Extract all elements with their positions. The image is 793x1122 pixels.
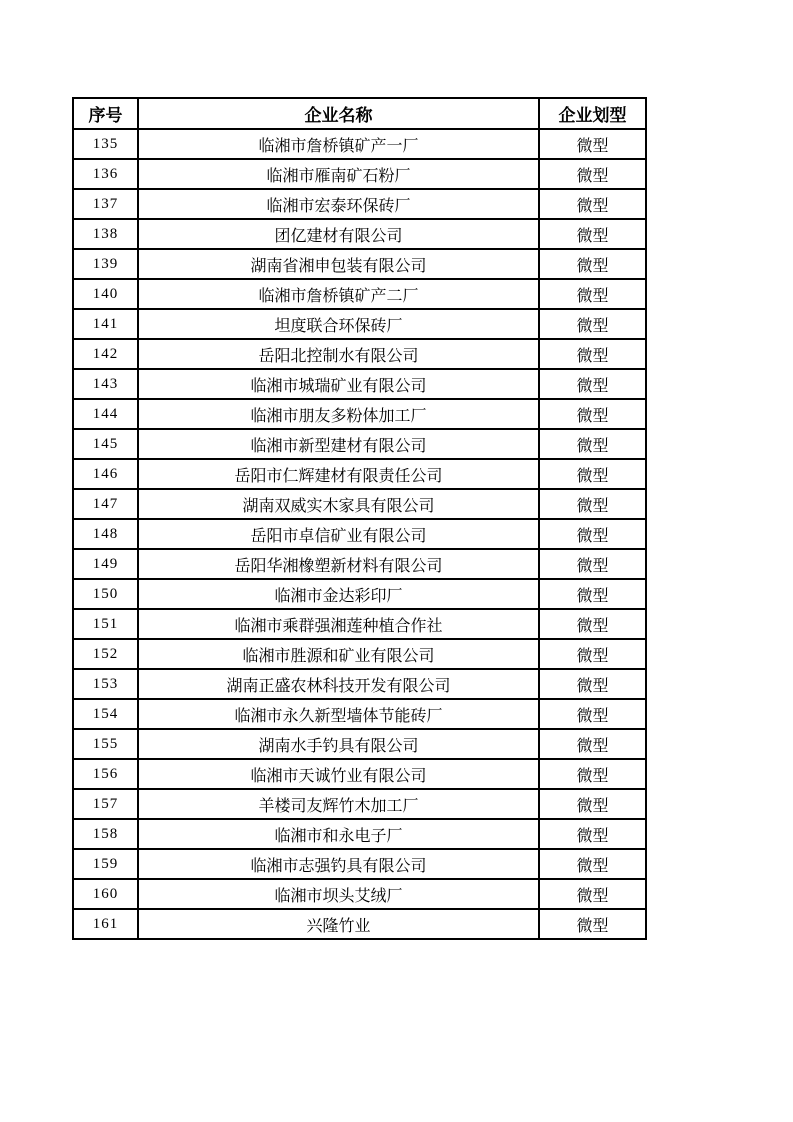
company-name-cell: 临湘市坝头艾绒厂 [138, 879, 539, 909]
table-row [73, 159, 646, 189]
company-type-cell: 微型 [539, 669, 646, 699]
serial-number-cell: 156 [73, 759, 138, 789]
table-row [73, 369, 646, 399]
table-row [73, 429, 646, 459]
company-name-cell: 岳阳市仁辉建材有限责任公司 [138, 459, 539, 489]
company-type-cell: 微型 [539, 789, 646, 819]
company-name-cell: 坦度联合环保砖厂 [138, 309, 539, 339]
company-type-cell: 微型 [539, 369, 646, 399]
company-name-cell: 临湘市永久新型墙体节能砖厂 [138, 699, 539, 729]
table-row [73, 669, 646, 699]
serial-number-cell: 146 [73, 459, 138, 489]
company-name-cell: 临湘市詹桥镇矿产一厂 [138, 129, 539, 159]
serial-number-cell: 157 [73, 789, 138, 819]
company-name-cell: 岳阳华湘橡塑新材料有限公司 [138, 549, 539, 579]
company-name-cell: 湖南省湘申包装有限公司 [138, 249, 539, 279]
company-name-cell: 临湘市金达彩印厂 [138, 579, 539, 609]
company-type-cell: 微型 [539, 579, 646, 609]
serial-number-cell: 151 [73, 609, 138, 639]
company-name-cell: 羊楼司友辉竹木加工厂 [138, 789, 539, 819]
serial-number-cell: 136 [73, 159, 138, 189]
company-type-cell: 微型 [539, 549, 646, 579]
company-type-cell: 微型 [539, 519, 646, 549]
serial-number-cell: 150 [73, 579, 138, 609]
table-row [73, 399, 646, 429]
company-name-cell: 临湘市志强钓具有限公司 [138, 849, 539, 879]
table-row [73, 819, 646, 849]
column-header-company-classification: 企业划型 [539, 98, 646, 129]
company-type-cell: 微型 [539, 189, 646, 219]
company-name-cell: 临湘市乘群强湘莲种植合作社 [138, 609, 539, 639]
serial-number-cell: 160 [73, 879, 138, 909]
column-header-company-name: 企业名称 [138, 98, 539, 129]
table-row [73, 309, 646, 339]
company-type-cell: 微型 [539, 399, 646, 429]
header-row [73, 98, 646, 129]
company-type-cell: 微型 [539, 129, 646, 159]
company-name-cell: 临湘市天诚竹业有限公司 [138, 759, 539, 789]
table-row [73, 489, 646, 519]
serial-number-cell: 139 [73, 249, 138, 279]
serial-number-cell: 147 [73, 489, 138, 519]
table-row [73, 729, 646, 759]
company-list-table [72, 97, 647, 940]
company-type-cell: 微型 [539, 459, 646, 489]
serial-number-cell: 143 [73, 369, 138, 399]
table-header [73, 98, 646, 129]
table-row [73, 699, 646, 729]
company-name-cell: 临湘市胜源和矿业有限公司 [138, 639, 539, 669]
table-row [73, 909, 646, 939]
company-type-cell: 微型 [539, 819, 646, 849]
table-row [73, 519, 646, 549]
table-row [73, 339, 646, 369]
table-body [73, 129, 646, 939]
table-row [73, 849, 646, 879]
company-type-cell: 微型 [539, 609, 646, 639]
company-name-cell: 临湘市詹桥镇矿产二厂 [138, 279, 539, 309]
company-type-cell: 微型 [539, 219, 646, 249]
serial-number-cell: 152 [73, 639, 138, 669]
table-row [73, 759, 646, 789]
table-row [73, 249, 646, 279]
company-type-cell: 微型 [539, 249, 646, 279]
company-name-cell: 临湘市雁南矿石粉厂 [138, 159, 539, 189]
serial-number-cell: 158 [73, 819, 138, 849]
company-type-cell: 微型 [539, 729, 646, 759]
table-row [73, 789, 646, 819]
serial-number-cell: 135 [73, 129, 138, 159]
company-type-cell: 微型 [539, 849, 646, 879]
serial-number-cell: 155 [73, 729, 138, 759]
serial-number-cell: 159 [73, 849, 138, 879]
serial-number-cell: 154 [73, 699, 138, 729]
company-type-cell: 微型 [539, 429, 646, 459]
company-type-cell: 微型 [539, 879, 646, 909]
serial-number-cell: 137 [73, 189, 138, 219]
company-name-cell: 临湘市新型建材有限公司 [138, 429, 539, 459]
table-row [73, 189, 646, 219]
table-row [73, 459, 646, 489]
table-row [73, 279, 646, 309]
company-type-cell: 微型 [539, 909, 646, 939]
company-name-cell: 临湘市和永电子厂 [138, 819, 539, 849]
table-row [73, 879, 646, 909]
serial-number-cell: 141 [73, 309, 138, 339]
table-row [73, 579, 646, 609]
company-name-cell: 湖南正盛农林科技开发有限公司 [138, 669, 539, 699]
company-name-cell: 湖南水手钓具有限公司 [138, 729, 539, 759]
company-type-cell: 微型 [539, 489, 646, 519]
serial-number-cell: 142 [73, 339, 138, 369]
company-type-cell: 微型 [539, 639, 646, 669]
serial-number-cell: 149 [73, 549, 138, 579]
company-type-cell: 微型 [539, 699, 646, 729]
table-row [73, 129, 646, 159]
serial-number-cell: 161 [73, 909, 138, 939]
serial-number-cell: 140 [73, 279, 138, 309]
table-row [73, 609, 646, 639]
company-name-cell: 兴隆竹业 [138, 909, 539, 939]
company-name-cell: 临湘市朋友多粉体加工厂 [138, 399, 539, 429]
serial-number-cell: 148 [73, 519, 138, 549]
company-type-cell: 微型 [539, 279, 646, 309]
company-name-cell: 临湘市城瑞矿业有限公司 [138, 369, 539, 399]
company-type-cell: 微型 [539, 159, 646, 189]
serial-number-cell: 138 [73, 219, 138, 249]
company-name-cell: 湖南双威实木家具有限公司 [138, 489, 539, 519]
company-type-cell: 微型 [539, 309, 646, 339]
company-name-cell: 临湘市宏泰环保砖厂 [138, 189, 539, 219]
table-row [73, 219, 646, 249]
serial-number-cell: 144 [73, 399, 138, 429]
table-row [73, 549, 646, 579]
serial-number-cell: 145 [73, 429, 138, 459]
table-row [73, 639, 646, 669]
serial-number-cell: 153 [73, 669, 138, 699]
company-name-cell: 团亿建材有限公司 [138, 219, 539, 249]
company-type-cell: 微型 [539, 759, 646, 789]
company-name-cell: 岳阳北控制水有限公司 [138, 339, 539, 369]
column-header-serial-number: 序号 [73, 98, 138, 129]
company-type-cell: 微型 [539, 339, 646, 369]
company-name-cell: 岳阳市卓信矿业有限公司 [138, 519, 539, 549]
